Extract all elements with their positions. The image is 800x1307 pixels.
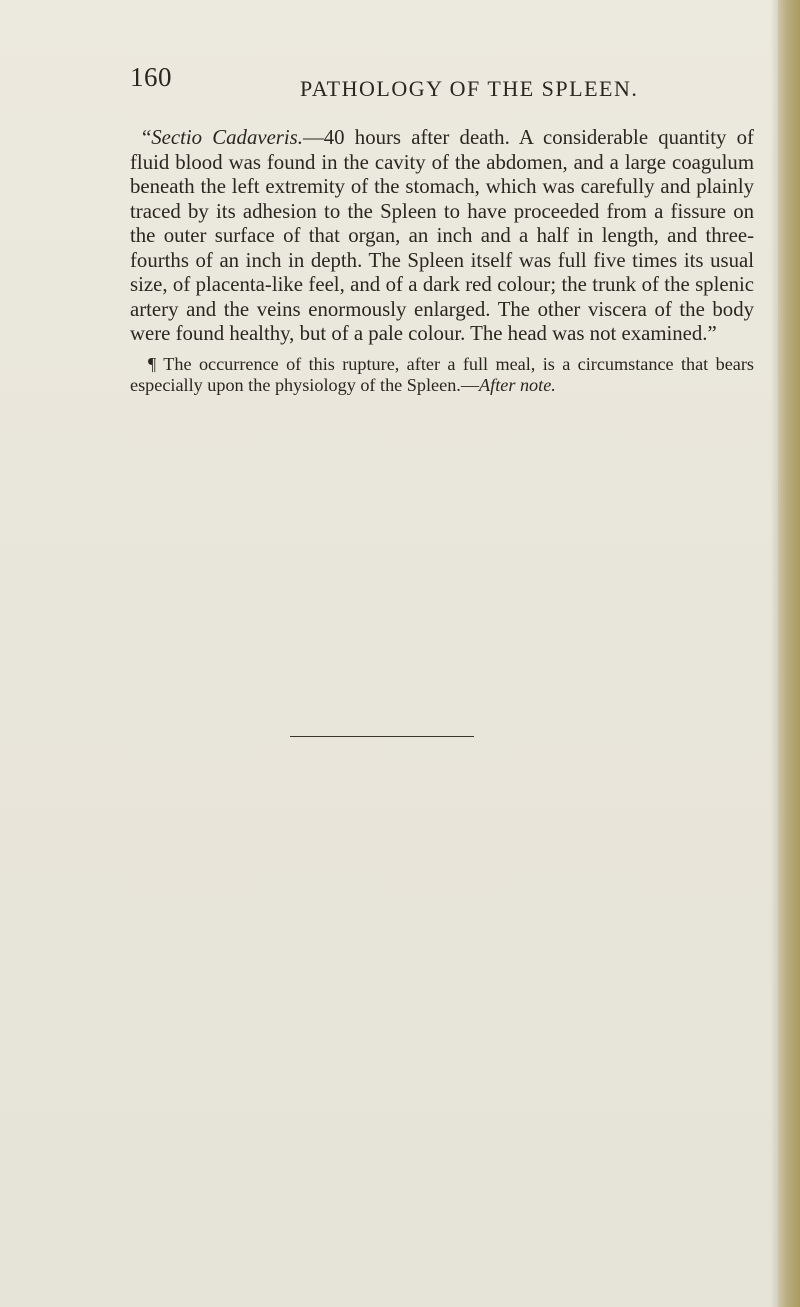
section-rule (290, 736, 474, 737)
italic-lead: Sectio Cadaveris. (151, 126, 303, 149)
page-number: 160 (130, 62, 172, 92)
note-italic-tail: After note. (479, 375, 556, 395)
paragraph-text: —40 hours after death. A considerable quantity of fluid blood was found in the cavity of the abdomen, and a large coagulum beneath the left extremity of the stomach, which was carefully and plainly traced by its adhesion to the Spleen to have proceeded from a fissure on the outer surface of that organ, an inch and a half in length, and three-fourths of an inch in depth. The Spleen itself was full five times its usual size, of placenta-like feel, and of a dark red colour; the trunk of the splenic artery and the veins enormously enlarged. The other viscera of the body were found healthy, but of a pale colour. The head was not examined.” (130, 126, 754, 345)
body-text (130, 126, 754, 397)
running-title: PATHOLOGY OF THE SPLEEN. (300, 76, 639, 101)
main-paragraph (130, 126, 754, 347)
page-edge (778, 0, 800, 1307)
open-quote: “ (142, 126, 152, 149)
note-text: The occurrence of this rupture, after a full meal, is a circumstance that bears especially upon the physiology of the Spleen.— (130, 353, 754, 395)
pilcrow-mark: ¶ (148, 353, 157, 374)
footnote-paragraph (130, 354, 754, 397)
